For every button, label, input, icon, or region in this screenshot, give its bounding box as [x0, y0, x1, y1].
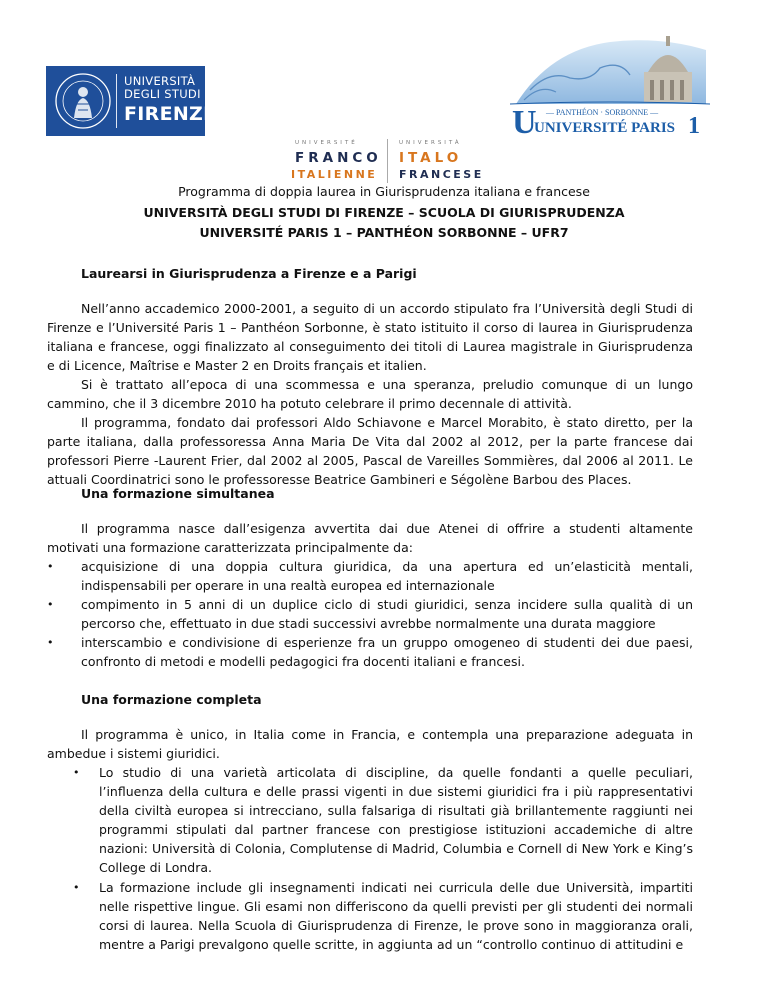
list-item: • acquisizione di una doppia cultura giuridica, da una apertura ed un’elasticità mentali, indispensabili per operare in una realtà europea ed internazionale [47, 559, 693, 594]
franco-logo-left-small: UNIVERSITÉ [295, 140, 358, 146]
paragraph-direzione: Il programma, fondato dai professori Aldo Schiavone e Marcel Morabito, è stato diretto, per la parte italiana, dalla professoressa Anna Maria De Vita dal 2002 al 2012, per la parte francese dai professori Pierre -Laurent Frier, dal 2002 al 2005, Pascal de Vareilles Sommières, dal 2006 al 2011. Le attuali Coordinatrici sono le professoresse Beatrice Gambineri e Ségolène Barbou des Places. [47, 415, 693, 488]
list-item: • Lo studio di una varietà articolata di discipline, da quelle fondanti a quelle peculiari, l’influenza della cultura e delle prassi vigenti in due sistemi giuridici fra i più rappresentativi della civiltà europea si intrecciano, sulla falsariga di risultati già brillantemente raggiunti nei programmi stipulati dal partner francese con prestigiose istituzioni accademiche di altre nazioni: Università di Colonia, Complutense di Madrid, Columbia e Cornell di New York e King’s College di Londra. [73, 765, 693, 876]
franco-italienne-logo [289, 137, 489, 187]
franco-logo-left-big: FRANCO [295, 150, 382, 166]
firenze-logo-line2: DEGLI STUDI [124, 87, 201, 101]
firenze-seal-icon [54, 70, 112, 132]
completa-bullet-list [73, 763, 693, 954]
bullet-icon: • [47, 636, 54, 650]
franco-logo-right-big: ITALO [399, 150, 463, 166]
firenze-logo-line3: FIRENZE [124, 103, 217, 125]
section-title-laurearsi: Laurearsi in Giurisprudenza a Firenze e a Parigi [81, 266, 417, 281]
list-item: • compimento in 5 anni di un duplice ciclo di studi giuridici, senza incidere sulla qualità di un percorso che, effettuato in due stadi successivi avrebbe normalmente una durata maggiore [47, 597, 693, 632]
paris-logo-main: UNIVERSITÉ PARIS [534, 120, 676, 136]
section-title-completa: Una formazione completa [81, 692, 262, 707]
bullet-icon: • [73, 766, 80, 779]
universita-firenze-logo [46, 66, 217, 136]
universite-paris1-logo [510, 20, 710, 136]
simultanea-bullet-list [47, 557, 693, 672]
paragraph-history: Nell’anno accademico 2000-2001, a seguito di un accordo stipulato fra l’Università degli Studi di Firenze e l’Université Paris 1 – Panthéon Sorbonne, è stato istituito il corso di laurea in Giurisprudenza italiana e francese, oggi finalizzato al conseguimento dei titoli di Laurea magistrale in Giurisprudenza e di Licence, Maîtrise e Master 2 en Droits français et italien. [47, 301, 693, 374]
bullet-icon: • [73, 880, 80, 894]
franco-logo-separator [387, 139, 388, 183]
paragraph-completa-intro: Il programma è unico, in Italia come in Francia, e contempla una preparazione adeguata in ambedue i sistemi giuridici. [47, 727, 693, 762]
franco-logo-right-small: UNIVERSITÀ [399, 140, 462, 146]
franco-logo-right-big2: FRANCESE [399, 168, 484, 181]
bullet-icon: • [47, 560, 54, 573]
paris-logo-number: 1 [688, 113, 700, 136]
list-item: • La formazione include gli insegnamenti indicati nei curricula delle due Università, impartiti nelle rispettive lingue. Gli esami non differiscono da quelli previsti per gli studenti dei normali corsi di laurea. Nella Scuola di Giurisprudenza di Firenze, le prove sono in maggioranza orali, mentre a Parigi prevalgono quelle scritte, in aggiunta ad un “controllo continuo di attitudini e [73, 879, 693, 952]
firenze-logo-line1: UNIVERSITÀ [124, 74, 196, 88]
list-item: • interscambio e condivisione di esperienze fra un gruppo omogeneo di studenti dei due paesi, confronto di metodi e modelli pedagogici fra docenti italiani e francesi. [47, 635, 693, 670]
paragraph-scommessa: Si è trattato all’epoca di una scommessa e una speranza, preludio comunque di un lungo cammino, che il 3 dicembre 2010 ha potuto celebrare il primo decennale di attività. [47, 377, 693, 412]
logo-divider [116, 74, 117, 128]
program-title: Programma di doppia laurea in Giurisprudenza italiana e francese [178, 184, 590, 199]
university-florence-heading: UNIVERSITÀ DEGLI STUDI DI FIRENZE – SCUOLA DI GIURISPRUDENZA [143, 205, 625, 220]
section-title-simultanea: Una formazione simultanea [81, 486, 275, 501]
bullet-icon: • [47, 598, 54, 612]
paris-logo-ribbon: — PANTHÉON · SORBONNE — [546, 108, 659, 117]
franco-logo-left-big2: ITALIENNE [291, 168, 378, 181]
paris-logo-initial: U [512, 104, 537, 136]
paragraph-simultanea-intro: Il programma nasce dall’esigenza avvertita dai due Atenei di offrire a studenti altamente motivati una formazione caratterizzata principalmente da: [47, 521, 693, 556]
university-paris-heading: UNIVERSITÉ PARIS 1 – PANTHÉON SORBONNE – UFR7 [199, 225, 569, 240]
